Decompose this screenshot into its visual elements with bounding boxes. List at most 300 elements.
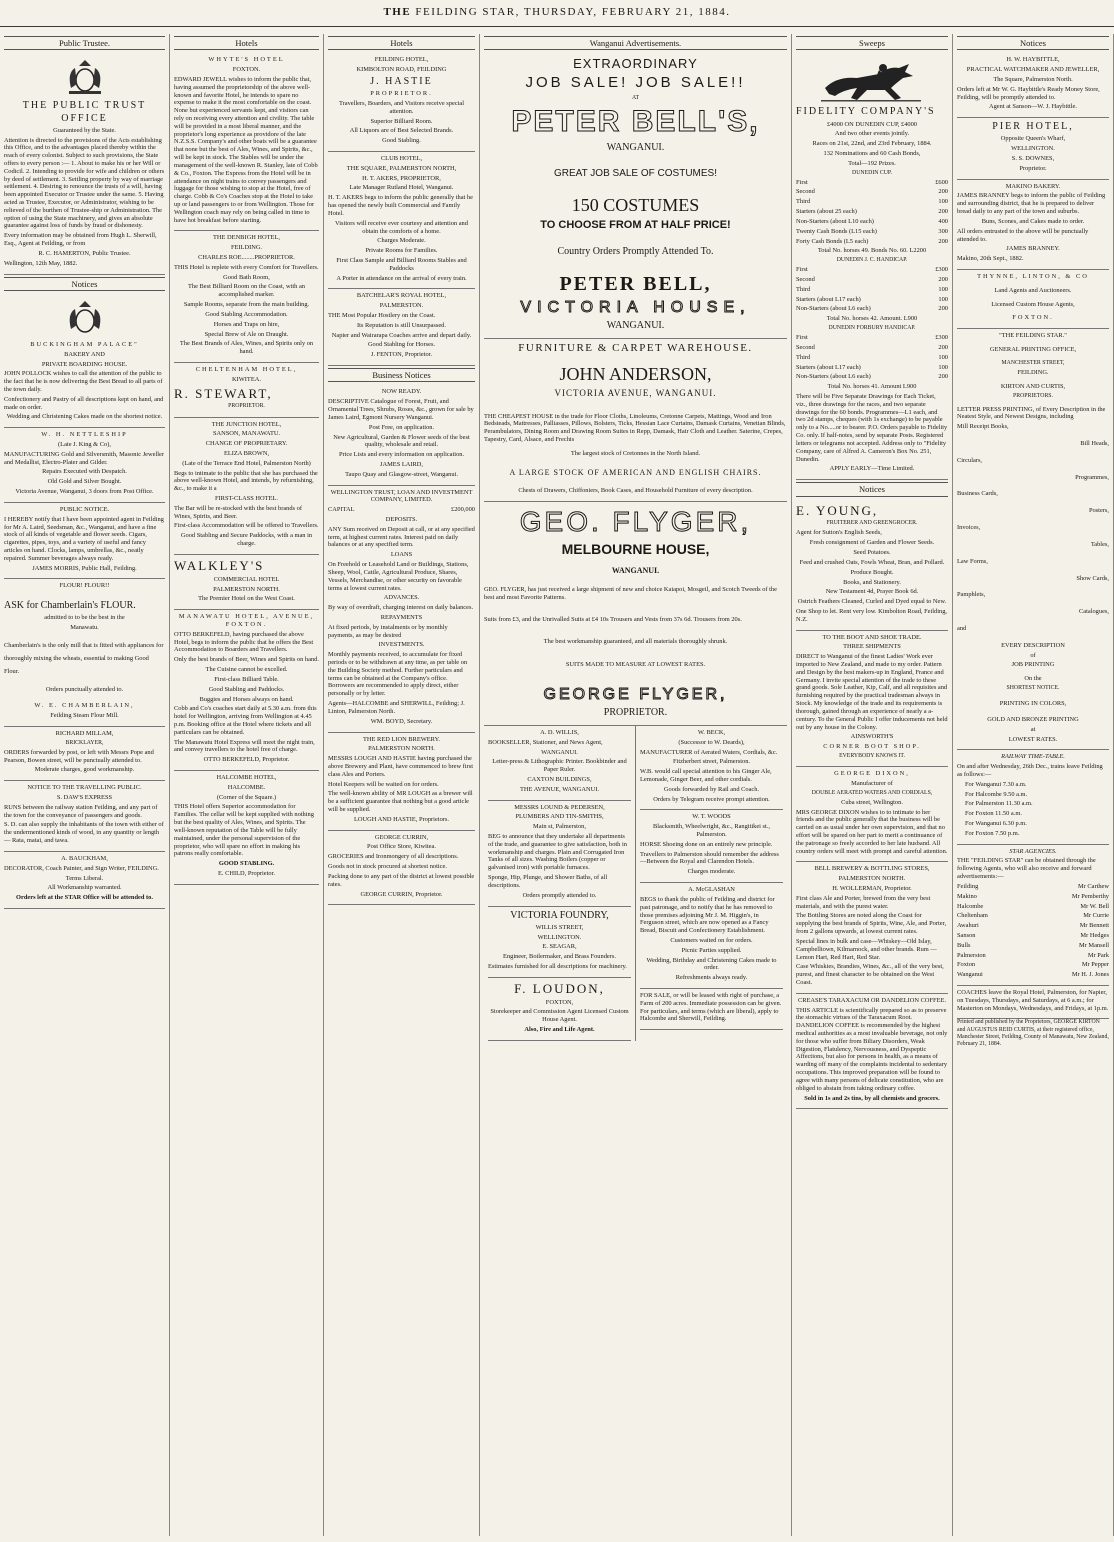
den-l6: Horses and Traps on hire, <box>213 320 280 328</box>
daws-express-ad <box>4 781 165 852</box>
agents-list <box>957 883 1109 979</box>
lound-pedersen-ad <box>488 801 631 907</box>
hc-corner: (Corner of the Square.) <box>216 793 277 801</box>
wt-dep-body: ANY Sum received on Deposit at call, or at any specified term, at highest current rates. Interest paid on daily balances or at any specified term. <box>328 525 475 549</box>
ww-name: W. T. WOODS <box>692 813 731 821</box>
dx-body: RUNS between the railway station Feilding, and any part of the town for the conveyance of passengers and goods. <box>4 803 158 819</box>
column-4 <box>480 34 792 1536</box>
trustee-body: Attention is directed to the provisions of the Acts establishing this Office, and to the advantages placed thereby within the reach of every colonist. Subject to such provisions, the State offers to every person :— 1. About to make his or her Will or Codicil. 2. Intending to provide for wife and children or others by deed of settlement. 3. Settling property by way of marriage settlement. 4. Desiring to renounce the trusts of a will, having been appointed Executor or Trustee under the same. 5. Having acted as Trustee, Executor, or Administrator, wishing to be relieved of the burthen of Trustee-ship or Administration. The option of using the State machinery, and gives an absolute guarantee against loss of funds by fraud or dishonesty. <box>4 136 165 230</box>
ww-l2: Travellers to Palmerston should remember the address—Between the Royal and Clarendon Hotels. <box>640 850 779 866</box>
agent-row <box>957 922 1109 930</box>
currin-ad <box>328 831 475 906</box>
ja-va: VICTORIA AVENUE, WANGANUI. <box>554 387 717 398</box>
printing-item: Programmes, <box>1075 473 1109 481</box>
gd-l2: DOUBLE AERATED WATERS AND CORDIALS, <box>811 789 933 796</box>
den-l3: The Best Billiard Room on the Coast, with an accomplished marker. <box>188 283 305 299</box>
wk-head: WALKLEY'S <box>174 557 265 573</box>
ja-furn: FURNITURE & CARPET WAREHOUSE. <box>518 342 753 355</box>
flour-ad <box>4 579 165 727</box>
fs-l9: JOB PRINTING <box>1011 661 1055 669</box>
ct-head: CREASE'S TARAXACUM OR DANDELION COFFEE. <box>797 996 947 1004</box>
co-body: COACHES leave the Royal Hotel, Palmerston, for Napier, on Tuesdays, Thursdays, and Saturdays, at 6 a.m.; for Masterton on Mondays, Wednesdays, and Fridays, at 1p.m. <box>957 989 1109 1012</box>
agent-row-label: Makino <box>957 892 977 900</box>
prize-row-value: 200 <box>938 208 948 216</box>
prize-row-label: First <box>796 178 808 186</box>
mf-l4: Good Stabling and Paddocks. <box>208 685 285 693</box>
agent-row-label: Awahuri <box>957 922 979 930</box>
agent-row-label: Bulls <box>957 941 971 949</box>
bn-post: Post Free, on application. <box>368 423 435 431</box>
printing-item: and <box>957 624 967 632</box>
walkleys-ad <box>174 555 319 610</box>
gd-l3: Cuba street, Wellington. <box>841 798 903 806</box>
section-public-trustee: Public Trustee. <box>4 36 165 50</box>
mb-body: JAMES BRANNEY begs to inform the public of Feilding and surrounding district, that he is prepared to deliver bread daily to any part of the town and suburbs. <box>957 192 1106 216</box>
agent-row-label: Halcombe <box>957 902 984 910</box>
jn-bar: The Bar will be re-stocked with the best brands of Wines, Spirits, and Beer. <box>174 504 302 520</box>
flour-signature: W. E. CHAMBERLAIN, <box>34 702 135 710</box>
vf-head: VICTORIA FOUNDRY, <box>510 909 609 921</box>
mg-name: A. McGLASHAN <box>688 886 735 894</box>
rl-l1: Hotel Keepers will be waited on for orders. <box>328 780 439 788</box>
vf-name: E. SEAGAR, <box>542 943 577 951</box>
wellington-trust-ad <box>328 486 475 733</box>
prize-row-value: 400 <box>938 217 948 225</box>
mg-l1: Customers waited on for orders. <box>670 936 753 944</box>
cl-l3: Private Rooms for Families. <box>365 247 438 255</box>
mb-head: MAKINO BAKERY. <box>1005 182 1061 190</box>
bn-new: New Agricultural, Garden & Flower seeds of the best quality, wholesale and retail. <box>333 433 470 449</box>
aw-place: WANGANUI. <box>541 748 578 756</box>
cl-late: Late Manager Rutland Hotel, Wanganui. <box>349 184 454 192</box>
manawatu-hotel-ad <box>174 610 319 771</box>
printing-items-list <box>957 423 1109 633</box>
bt-place: PALMERSTON. <box>379 302 424 310</box>
den-place: FEILDING. <box>230 244 263 252</box>
nett-body: MANUFACTURING Gold and Silversmith, Masonic Jeweller and Medallist, Electro-Plater and Gilder. <box>4 450 164 466</box>
mb-date: Makino, 20th Sept., 1882. <box>957 255 1024 263</box>
boot-shoe-ad <box>796 631 948 767</box>
gc-body: GROCERIES and Ironmongery of all descriptions. <box>328 853 459 861</box>
prize-row <box>796 296 948 304</box>
royal-crest-icon <box>57 58 113 98</box>
vf-body: Engineer, Boilermaker, and Brass Founders. <box>503 953 616 961</box>
flour-line1: admitted to to be the best in the <box>44 614 125 622</box>
ey-l9: One Shop to let. Rent very low. Kimbolton Road, Feilding, N.Z. <box>796 607 947 623</box>
flour-ask: ASK for Chamberlain's FLOUR. <box>4 600 136 612</box>
agent-row-label: Foxton <box>957 961 976 969</box>
gf-suits: Suits from £3, and the Unrivalled Suits at £4 10s Trousers and Vests from 37s 6d. Trousers from 20s. <box>484 615 742 623</box>
nett-name: W. H. NETTLESHIP <box>41 431 128 439</box>
fs-head: "THE FEILDING STAR." <box>999 332 1067 340</box>
denbigh-hotel-ad <box>174 231 319 363</box>
train-time: For Palmerston 11.30 a.m. <box>965 800 1033 808</box>
lp-body: BEG to announce that they undertake all departments of the trade, and guarantee to give satisfaction, both in workmanship and charges. Plain and Corrugated Iron Tanks of all sizes. Washing Boilers (copper or galvanised iron) with portable furnaces. <box>488 833 627 872</box>
agent-row-label: Cheltenham <box>957 912 988 920</box>
printing-item: Bill Heads, <box>1080 440 1109 448</box>
fc-l1: £4000 ON DUNEDIN CUP, £4000 <box>826 120 917 128</box>
prize-row <box>796 286 948 294</box>
pb-choose: TO CHOOSE FROM AT HALF PRICE! <box>540 218 731 231</box>
bk-name: A. BAUCKHAM, <box>61 854 108 862</box>
ph-sub: Opposite Queen's Wharf, <box>1000 135 1066 143</box>
wt-inv: INVESTMENTS. <box>378 641 425 649</box>
ey-l8: Ostrich Feathers Cleaned, Curled and Dyed equal to New. <box>797 598 947 606</box>
dandelion-coffee-ad <box>796 994 948 1110</box>
feilding-hotel-ad <box>328 53 475 152</box>
fs-l13: GOLD AND BRONZE PRINTING <box>987 715 1079 723</box>
bs-body: DIRECT to Wanganui of the finest Ladies' Work ever imported to New Zealand, and made to my order. Pattern and Design by the best makers-up in England, France and Germany. I invite special attention of the trade to these grand goods. Sole Leather, Kip, Calf, and all requisites and furnishing required by the practical tradesman always in Stock. My knowledge of the trade and its requirements is thorough, gained through an experience of nearly a a-century. To the General Public I offer inducements not held out by any house in the Colony. <box>796 653 948 731</box>
wt-inv-body: Monthly payments received, to accumulate for fixed periods or to be withdrawn at any time, as per table on the Building Society method. Further particulars and terms can be obtained at the Company's office. Borrowers are recommended to apply direct, either personally or by letter. <box>328 651 468 698</box>
gf-wang: WANGANUI. <box>611 566 660 576</box>
hc-head: HALCOMBE HOTEL, <box>216 774 277 782</box>
aw-l1: Letter-press & Lithographic Printer. Bookbinder and Paper Ruler. <box>492 758 627 774</box>
prize-row <box>796 228 948 236</box>
dixon-ad <box>796 767 948 862</box>
ch-prop: PROPRIETOR. <box>228 403 265 410</box>
mb-l2: All orders entrusted to the above will be punctually attended to. <box>957 227 1089 243</box>
fh-name: J. HASTIE <box>370 75 433 87</box>
bt-l2: Its Reputation is still Unsurpassed. <box>357 321 446 329</box>
wb-l2: Goods forwarded by Rail and Coach. <box>663 785 760 793</box>
vf-st: WILLIS STREET, <box>535 923 584 931</box>
prize-row <box>796 188 948 196</box>
agent-row-value: Mr Currie <box>1083 912 1109 920</box>
mf-l5: Buggies and Horses always on hand. <box>199 695 294 703</box>
tl-l2: Licensed Custom House Agents, <box>991 300 1075 308</box>
farm-for-sale-ad <box>640 989 783 1030</box>
dx-body2: S. D. can also supply the inhabitants of the town with either of the undermentioned kinds of wood, in any quantity or length— Rata, matai, and tawa. <box>4 821 164 845</box>
gf-body: GEO. FLYGER, has just received a large shipment of new and choice Kaiapoi, Mosgeil, and Scotch Tweeds of the best and most Favorite Patterns. <box>484 586 777 601</box>
section-hotels-1: Hotels <box>174 36 319 50</box>
prize-row-value: 200 <box>938 237 948 245</box>
pb-wang: WANGANUI. <box>606 142 665 154</box>
cl-place: THE SQUARE, PALMERSTON NORTH, <box>346 164 457 172</box>
cl-l5: A Porter in attendance on the arrival of every train. <box>336 274 467 282</box>
rl-sig: LOUGH AND HASTIE, Proprietors. <box>354 815 449 823</box>
bb-place: PALMERSTON NORTH. <box>838 875 906 883</box>
hc-sig: E. CHILD, Proprietor. <box>218 869 275 877</box>
mg-l3: Wedding, Birthday and Christening Cakes made to order. <box>646 956 777 972</box>
agent-row-label: Feilding <box>957 882 979 890</box>
section-notices-5: Notices <box>796 482 948 496</box>
pb-name: PETER BELL'S, <box>511 104 760 138</box>
prize-row-label: Third <box>796 285 811 293</box>
trustee-info: Every information may be obtained from Hugh L. Sherwill, Esq., Agent at Feilding, or from <box>4 232 157 248</box>
bt-l3: Napier and Wairarapa Coaches arrive and depart daily. <box>331 331 472 339</box>
agent-row <box>957 952 1109 960</box>
bp-wedding: Wedding and Christening Cakes made on the shortest notice. <box>6 413 163 421</box>
coaches-ad <box>957 986 1109 1019</box>
bt-sig: J. FENTON, Proprietor. <box>370 351 433 359</box>
section-sweeps: Sweeps <box>796 36 948 50</box>
printing-item: Tables, <box>1090 540 1109 548</box>
pb-costumes: 150 COSTUMES <box>571 194 700 215</box>
nett-repairs: Repairs Executed with Despatch. <box>42 468 127 476</box>
jn-first: FIRST-CLASS HOTEL. <box>215 495 278 503</box>
prize-row-value: 200 <box>938 373 948 381</box>
nettleship-ad <box>4 428 165 503</box>
jn-body: Begs to intimate to the public that she has purchased the above well-known Hotel, and intends, by refurnishing, &c., to make it a <box>174 469 318 493</box>
flour-line2: Manawatu. <box>70 624 99 632</box>
wt-capital <box>328 506 475 514</box>
fh-road: KIMBOLTON ROAD, FEILDING <box>356 66 447 74</box>
fs-l15: LOWEST RATES. <box>1008 735 1058 743</box>
mcglashan-ad <box>640 883 783 989</box>
ph-prop: Proprietor. <box>1019 164 1047 172</box>
wh-head: WHYTE'S HOTEL <box>208 56 285 64</box>
peter-bell-sale-ad <box>484 53 787 339</box>
fh-l1: Travellers, Boarders, and Visitors receive special attention. <box>338 99 465 115</box>
mill-rates: Moderate charges, good workmanship. <box>34 766 135 774</box>
rt-head: RAILWAY TIME-TABLE. <box>1001 753 1065 761</box>
gd-l1: Manufacturer of <box>851 779 893 787</box>
junction-hotel-ad <box>174 418 319 555</box>
mf-l1: Only the best brands of Beer, Wines and Spirits on hand. <box>174 656 319 664</box>
ey-l3: Seed Potatoes. <box>853 549 891 557</box>
fc-tot3: Total No. horses 41. Amount L900 <box>827 383 917 391</box>
fidelity-sweep-ad <box>796 53 948 480</box>
ch-name: R. STEWART, <box>174 385 273 401</box>
racehorse-icon <box>817 58 927 104</box>
whytes-hotel-ad <box>174 53 319 231</box>
agent-row <box>957 893 1109 901</box>
fc-l3: Races on 21st, 22nd, and 23rd February, 1884. <box>812 140 932 148</box>
mg-body: BEGS to thank the public of Feilding and district for past patronage, and to notify that he has removed to those premises adjoining Mr J. M. Higgin's, in Ferguson street, which are now opened as a Fancy Bread, Biscuit and Confectionery Establishment. <box>640 895 775 935</box>
prize-row-value: 200 <box>938 305 948 313</box>
bb-body: First class Ale and Porter, brewed from the very best materials, and with the purest water. <box>796 894 931 910</box>
section-notices-1: Notices <box>4 277 165 291</box>
gf-measure: SUITS MADE TO MEASURE AT LOWEST RATES. <box>565 661 706 669</box>
willis-ad <box>488 726 631 801</box>
printing-item: Law Forms, <box>957 557 988 565</box>
prize-row-value: 100 <box>938 295 948 303</box>
fs-l3: FEILDING. <box>1017 368 1049 376</box>
train-time: For Wanganui 6.30 p.m. <box>965 820 1027 828</box>
fc-l5: Total—192 Prizes. <box>848 159 896 167</box>
agent-row <box>957 942 1109 950</box>
makino-bakery-ad <box>957 180 1109 270</box>
bs-sig: AINSWORTH'S <box>850 733 894 741</box>
fc-jc: DUNEDIN J. C. HANDICAP. <box>836 257 908 264</box>
aw-l2: CAXTON BUILDINGS, <box>527 775 592 783</box>
pb-country: Country Orders Promptly Attended To. <box>557 245 714 257</box>
rt-intro: On and after Wednesday, 26th Dec., trains leave Feilding as follows:— <box>957 763 1103 778</box>
section-business-notices: Business Notices <box>328 368 475 382</box>
masthead <box>0 0 1114 27</box>
col4-right <box>636 726 787 1041</box>
feilding-star-printing-ad <box>957 329 1109 750</box>
prize-row-value: £300 <box>935 266 948 274</box>
fh-prop: PROPRIETOR. <box>370 90 433 98</box>
bb-name: H. WOLLERMAN, Proprietor. <box>832 885 912 893</box>
ph-head: PIER HOTEL, <box>992 121 1074 133</box>
prize-row <box>796 354 948 362</box>
agent-row-value: Mr Mansell <box>1079 941 1109 949</box>
vf-place: WELLINGTON. <box>537 933 582 941</box>
trustee-date: Wellington, 12th May, 1882. <box>4 259 78 267</box>
fl-name: F. LOUDON, <box>514 980 605 996</box>
wh-place: FOXTON. <box>232 66 261 74</box>
anderson-ad <box>484 339 787 502</box>
prize-row-value: 200 <box>938 276 948 284</box>
wt-cap-label: CAPITAL <box>328 506 355 514</box>
bt-l4: Good Stabling for Horses. <box>367 341 436 349</box>
prize-row <box>796 344 948 352</box>
ww-l1: HORSE Shoeing done on an entirely new principle. <box>640 840 773 848</box>
wt-loans-body: On Freehold or Leasehold Land or Buildings, Stations, Sheep, Wool, Cattle, Agricultural Produce, Shares, Vessels, Merchandise, or other security on favorable terms at lowest current rates. <box>328 561 469 592</box>
ja-l1: The largest stock of Cretonnes in the North Island. <box>570 449 701 457</box>
halcombe-hotel-ad <box>174 771 319 885</box>
column-2 <box>170 34 324 1536</box>
fs-l8: of <box>1030 651 1036 659</box>
train-time: For Foxton 7.50 p.m. <box>965 829 1020 837</box>
agent-row-value: Mr Hedges <box>1080 931 1109 939</box>
ey-name: E. YOUNG, <box>796 502 879 518</box>
wb-addr: Fitzherbert street, Palmerston. <box>672 758 751 766</box>
prize-row-label: Non-Starters (about L10 each) <box>796 217 874 225</box>
sa-body: THE "FEILDING STAR" can be obtained through the following Agents, who will also receive and forward advertisements:— <box>957 857 1096 881</box>
train-times-list <box>957 781 1109 838</box>
bp-title: BUCKINGHAM PALACE" <box>30 340 139 348</box>
prize-row <box>796 218 948 226</box>
agent-row-value: Mr Pemberthy <box>1071 892 1109 900</box>
pb-wang2: WANGANUI. <box>606 320 665 331</box>
wk-place: PALMERSTON NORTH. <box>213 585 280 593</box>
pb-job: JOB SALE! JOB SALE!! <box>525 74 746 92</box>
fc-apply: APPLY EARLY—Time Limited. <box>829 465 915 473</box>
bp-confectionery: Confectionery and Pastry of all descriptions kept on hand, and made on order. <box>4 395 164 411</box>
bn-body: DESCRIPTIVE Catalogue of Forest, Fruit, and Ornamental Trees, Shrubs, Roses, &c., grown for sale by James Laird, Egmont Nursery Wanganui. <box>328 398 474 421</box>
ey-l2: Fresh consignment of Garden and Flower Seeds. <box>809 539 935 547</box>
prize-row-value: 200 <box>938 343 948 351</box>
bs-sub: THREE SHIPMENTS <box>843 643 901 651</box>
beck-ad <box>640 726 783 811</box>
imprint: Printed and published by the Proprietors, GEORGE KIRTON and AUGUSTUS REID CURTIS, at their registered office, Manchester Street, Feilding, County of Manawatu, New Zealand, February 21, 1884. <box>957 1019 1109 1047</box>
ch-head: CHELTENHAM HOTEL, <box>195 365 298 373</box>
bk-terms: Terms Liberal. <box>65 874 104 882</box>
printing-item: Catalogues, <box>1079 608 1109 616</box>
masthead-title: FEILDING STAR, THURSDAY, FEBRUARY 21, 1884. <box>415 6 731 18</box>
public-trust-ad <box>4 53 165 274</box>
prize-row <box>796 373 948 381</box>
flour-head: FLOUR! FLOUR!! <box>59 582 110 590</box>
jn-head: THE JUNCTION HOTEL, <box>211 420 282 428</box>
train-time: For Halcombe 9.50 a.m. <box>965 790 1028 798</box>
prize-row <box>796 334 948 342</box>
printing-item: Mill Receipt Books, <box>957 423 1009 431</box>
ey-l7: New Testament 4d, Prayer Book 6d. <box>825 588 919 596</box>
gc-place: Post Office Store, Kiwitea. <box>367 843 436 851</box>
gc-l1: Goods not in stock procured at shortest notice. <box>328 863 447 871</box>
mf-l6: Cobb and Co's coaches start daily at 5.30 a.m. from this hotel for Wellington, arriving from Wellington at 4.45 p.m. Booking office at the Hotel where tickets and all particulars can be obtained. <box>174 705 317 736</box>
aw-name: A. D. WILLIS, <box>540 728 579 736</box>
laird-nursery-ad <box>328 385 475 485</box>
fc-cup: DUNEDIN CUP. <box>852 169 892 176</box>
hh-l1: Orders left at Mr W. G. Haybittle's Ready Money Store, Feilding, will be promptly attended to. <box>957 85 1100 101</box>
bn-addr: Taupo Quay and Glasgow-street, Wanganui. <box>345 470 458 478</box>
printing-item: Show Cards, <box>1076 574 1109 582</box>
dx-head: NOTICE TO THE TRAVELLING PUBLIC. <box>27 784 142 792</box>
prize-row-label: First <box>796 266 808 274</box>
ja-body: THE CHEAPEST HOUSE in the trade for Floor Cloths, Linoleums, Cretonne Carpets, Mattings, Wood and Iron Bedsteads, Mattresses, Palliasses, Pillows, Bolsters, Ticks, Hessian Lace Curtains, Damask Curtains, Venetian Blinds, Perambulators, Dining Room and Drawing Room Suites in Repp, Damask, Hair Cloth and Leather. Saterine, Crepes, Tapestry, Card, Alsace, and Frechis <box>484 412 786 443</box>
nett-gold: Old Gold and Silver Bought. <box>47 478 122 486</box>
column-1 <box>0 34 170 1536</box>
agent-row-value: Mr Bennett <box>1079 922 1109 930</box>
bauckham-ad <box>4 852 165 909</box>
ct-sold: Sold in 1s and 2s tins, by all chemists and grocers. <box>804 1094 940 1102</box>
prize-row <box>796 364 948 372</box>
fc-body: There will be Five Separate Drawings for Each Ticket, viz., three drawings for the races, and two separate drawings for the 60 bonds. Programmes—L1 each, and two 2d stamps, cheques (with 1s exchange) to be payable only to a No.....or to bearer. P.O. Orders payable to Fidelity Co. only. If half-notes, send by separate Posts. Registered letters or telegrams not accepted. Address only to "Fidelity Company, care of Alfred A. Cameron's Box No. 251, Dunedin. <box>796 393 948 463</box>
jn-stab: Good Stabling and Secure Paddocks, with a man in charge. <box>180 532 313 548</box>
bk-work: All Workmanship warranted. <box>47 884 122 892</box>
section-notices-6: Notices <box>957 36 1109 50</box>
buckingham-palace-ad <box>4 294 165 428</box>
fs-l12: PRINTING IN COLORS, <box>999 700 1067 708</box>
pb-extra: EXTRAORDINARY <box>573 56 698 72</box>
fs-l2: MANCHESTER STREET, <box>1001 359 1065 366</box>
prize-row-label: Twenty Cash Bonds (L15 each) <box>796 227 877 235</box>
bb-l1: The Bottling Stores are noted along the Coast for supplying the best brands of Spirits, Wine, Ale, and Porter, from 2 gallons upwards, at lowest current rates. <box>796 912 947 936</box>
bb-l3: Case Whiskies, Brandies, Wines, &c., all of the very best, purest, and finest character to be obtained on the West Coast. <box>796 963 944 986</box>
agent-row-label: Palmerston <box>957 951 986 959</box>
tl-head: THYNNE, LINTON, & CO <box>977 272 1089 280</box>
train-time: For Foxton 11.50 a.m. <box>965 810 1022 818</box>
mf-sig: OTTO BERKEFELD, Proprietor. <box>203 756 290 764</box>
dx-name: S. DAW'S EXPRESS <box>56 794 113 802</box>
cl-head: CLUB HOTEL, <box>380 155 423 163</box>
fs-l6: LETTER PRESS PRINTING, of Every Description in the Neatest Style, and Newest Designs, including <box>957 405 1106 421</box>
pier-hotel-ad <box>957 118 1109 179</box>
ja-l3: Chests of Drawers, Chiffoniers, Book Cases, and Household Furniture of every description. <box>518 487 753 495</box>
den-l8: The Best Brands of Ales, Wines, and Spirits only on hand. <box>179 340 314 356</box>
rl-head: THE RED LION BREWERY. <box>363 735 440 743</box>
ey-trade: FRUITERER AND GREENGROCER. <box>826 520 918 527</box>
wt-dep: DEPOSITS. <box>385 516 418 524</box>
column-3 <box>324 34 480 1536</box>
prize-row-label: Second <box>796 188 815 196</box>
prize-row-label: Third <box>796 198 811 206</box>
gc-name: GEORGE CURRIN, <box>374 833 429 841</box>
millam-ad <box>4 727 165 781</box>
mf-body: OTTO BERKEFELD, having purchased the above Hotel, begs to inform the public that he offers the Best Accommodation to Boarders and Travellers. <box>174 630 314 654</box>
fc-tot2: Total No. horses 42. Amount. L900 <box>826 315 918 323</box>
mg-l4: Refreshments always ready. <box>675 974 748 982</box>
bell-brewery-ad <box>796 862 948 993</box>
fh-l2: Superior Billiard Room. <box>370 117 433 125</box>
fh-head: FEILDING HOTEL, <box>374 56 429 64</box>
prize-row <box>796 266 948 274</box>
jn-place: SANSON, MANAWATU. <box>212 430 281 438</box>
bk-body: DECORATOR, Coach Painter, and Sign Writer, FEILDING. <box>4 864 159 872</box>
ph-name: S. S. DOWNES, <box>1011 155 1055 163</box>
jn-change: CHANGE OF PROPRIETARY. <box>205 440 288 448</box>
agent-row-value: Mr Park <box>1087 951 1109 959</box>
hh-l2: Agent at Sanson—W. J. Haybittle. <box>989 103 1077 111</box>
star-agencies-ad <box>957 845 1109 986</box>
col4-two-columns <box>484 726 787 1041</box>
prize-row <box>796 238 948 246</box>
wb-name: W. BECK, <box>697 728 726 736</box>
bs-tag: EVERYBODY KNOWS IT. <box>839 752 905 759</box>
mf-l3: First-class Billiard Table. <box>214 675 279 683</box>
gf-mh: MELBOURNE HOUSE, <box>561 541 710 558</box>
trustee-sub: Guaranteed by the State. <box>53 126 116 134</box>
agent-row <box>957 932 1109 940</box>
fc-l4: 132 Nominations and 60 Cash Bonds, <box>823 149 921 157</box>
bn-sig: JAMES LAIRD, <box>380 460 423 468</box>
rl-place: PALMERSTON NORTH. <box>368 745 435 753</box>
